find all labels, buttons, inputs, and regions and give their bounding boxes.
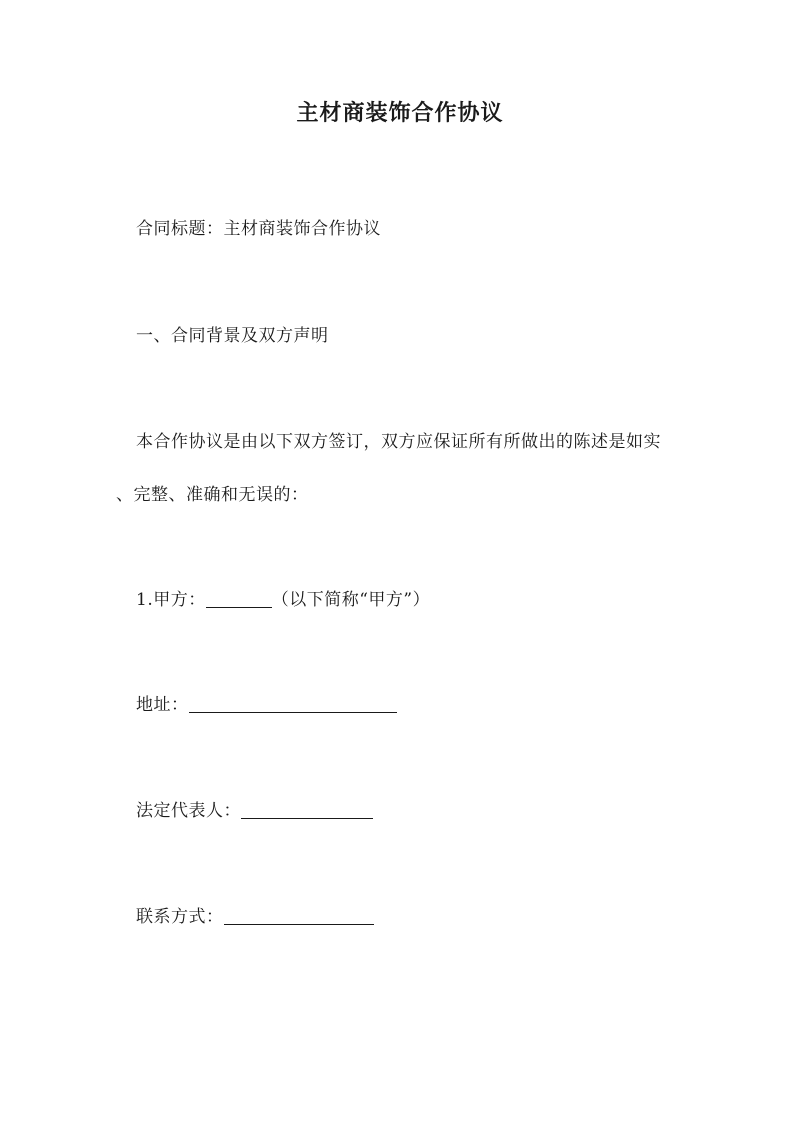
legal-rep-label: 法定代表人： xyxy=(136,801,241,821)
contact-line xyxy=(136,905,374,929)
contract-title-label: 合同标题： xyxy=(136,219,224,239)
party-a-line xyxy=(136,588,430,612)
address-blank[interactable] xyxy=(189,694,397,713)
party-a-label: 1.甲方： xyxy=(136,590,206,610)
party-a-suffix: （以下简称“甲方”） xyxy=(271,590,431,610)
address-label: 地址： xyxy=(136,695,189,715)
contact-blank[interactable] xyxy=(224,906,374,925)
page-title: 主材商装饰合作协议 xyxy=(296,100,504,126)
contact-label: 联系方式： xyxy=(136,907,224,927)
legal-rep-blank[interactable] xyxy=(241,800,373,819)
declaration-line-2: 、完整、准确和无误的： xyxy=(116,485,309,505)
contract-title-line xyxy=(136,217,381,241)
declaration-line-1: 本合作协议是由以下双方签订，双方应保证所有所做出的陈述是如实 xyxy=(136,432,661,452)
legal-rep-line xyxy=(136,799,373,823)
section-heading: 一、合同背景及双方声明 xyxy=(136,326,329,346)
party-a-blank[interactable] xyxy=(206,589,272,608)
address-line xyxy=(136,693,397,717)
contract-title-value: 主材商装饰合作协议 xyxy=(223,219,381,239)
